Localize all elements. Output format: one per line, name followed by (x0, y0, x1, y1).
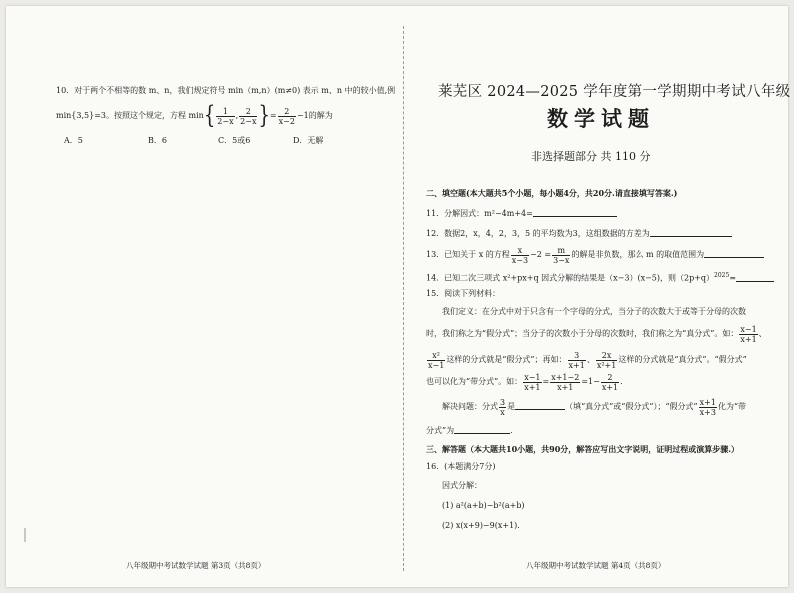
q13: 13．已知关于 x 的方程 $\frac{x}{x-3}$ −2 = $\frac{m}{3-x}$ 的解是非负数，那么 m 的取值范围为 (426, 244, 764, 266)
header-title: 莱芜区 2024—2025 学年度第一学期期中考试八年级 (438, 84, 791, 100)
q15-expr1: $\frac{x-1}{x+1}$ (524, 372, 541, 392)
q10-option-d: D．无解 (293, 136, 324, 145)
scan-mark (24, 528, 26, 542)
part3-heading: 三、解答题（本大题共10小题，共90分，解答应写出文字说明，证明过程或演算步骤.） (426, 444, 740, 454)
q16-part1: (1) a²(a+b)−b²(a+b) (442, 501, 525, 510)
q15-frac-a: $\frac{x-1}{x+1}$ (740, 324, 757, 344)
q14: 14．已知二次三项式 x²+px+q 因式分解的结果是（x−3）(x−5)，则$(2p+q)^{2025}=$ (426, 271, 774, 284)
right-footer: 八年级期中考试数学试题 第4页（共8页） (526, 561, 666, 570)
part2-heading: 二、填空题(本大题共5个小题，每小题4分，共20分.请直接填写答案.) (426, 188, 678, 198)
q15-expr2: $\frac{x+1-2}{x+1}$ (551, 372, 580, 392)
q15-para1: 我们定义：在分式中对于只含有一个字母的分式，当分子的次数大于或等于分母的次数 (442, 307, 746, 316)
q13-frac2: $\frac{m}{3-x}$ (553, 245, 570, 265)
left-brace-icon: { (203, 101, 216, 130)
q10-frac1: $\frac{1}{2-x}$ (217, 106, 234, 126)
exam-sheet (6, 6, 791, 587)
q10-line1: 10．对于两个不相等的数 m、n，我们规定符号 min（m,n）(m≠0) 表示 m、n 中的较小值,例 (56, 86, 396, 95)
q15-question-frac1: $\frac{3}{x}$ (500, 397, 506, 417)
q15-para3: $\frac{\text{x²}}{x-1}$ 这样的分式就是“假分式”；再如： $\frac{3}{x+1}$ 、 $\frac{2x}{\text{x²+1}}$ 这样的分式就是“真分式”。“假分式” (428, 350, 747, 370)
q15-para4: 也可以化为“带分式”。如： $\frac{x-1}{x+1}$ = $\frac{x+1-2}{x+1}$ =1− $\frac{2}{x+1}$ ． (426, 372, 629, 392)
q12: 12．数据2，x，4，2，3，5 的平均数为3，这组数据的方差为 (426, 228, 732, 239)
q13-frac1: $\frac{x}{x-3}$ (511, 245, 529, 265)
q10-option-b: B．6 (148, 136, 167, 145)
q15-intro: 15．阅读下列材料： (426, 289, 501, 298)
q10-option-c: C．5或6 (218, 136, 251, 145)
q15-question: 解决问题：分式 $\frac{3}{x}$ 是 （填“真分式”或“假分式”）；“假分式” $\frac{x+1}{x+3}$ 化为“带 (442, 397, 747, 417)
q11: 11．分解因式：m²−4m+4= (426, 208, 617, 219)
section-title: 非选择题部分 共 110 分 (531, 150, 651, 163)
q13-answer-blank (704, 249, 764, 258)
q12-answer-blank (650, 228, 732, 237)
q15-question-frac2: $\frac{x+1}{x+3}$ (699, 397, 716, 417)
q15-frac-d: $\frac{2x}{\text{x²+1}}$ (596, 350, 617, 370)
q15-answer-blank-2 (454, 425, 510, 434)
q15-frac-c: $\frac{3}{x+1}$ (568, 350, 585, 370)
q10-line2-end: 的解为 (308, 111, 333, 120)
q16-subtitle: 因式分解： (442, 481, 482, 490)
q15-answer-blank-1 (515, 401, 565, 410)
q16-part2: (2) x(x+9)−9(x+1)． (442, 521, 526, 530)
exam-title: 数学试题 (547, 106, 655, 131)
right-brace-icon: } (258, 101, 270, 130)
q10-line2-start: min{3,5}=3。按照这个规定，方程 min (56, 111, 204, 120)
q16-title: 16．(本题满分7分) (426, 462, 496, 471)
left-footer: 八年级期中考试数学试题 第3页（共8页） (126, 561, 266, 570)
q10-option-a: A．5 (64, 136, 83, 145)
q10-line2: min{3,5}=3。按照这个规定，方程 min{ $\frac{1}{2-x}$ , $\frac{2}{2-x}$ }= $\frac{2}{x-2}$ −1的解为 (56, 101, 333, 130)
q10-frac3: $\frac{2}{x-2}$ (278, 106, 295, 126)
q10-frac2: $\frac{2}{2-x}$ (240, 106, 257, 126)
q14-answer-blank (736, 273, 774, 282)
q15-para2: 时，我们称之为“假分式”；当分子的次数小于分母的次数时，我们称之为“真分式”。如： $\frac{x-1}{x+1}$ 、 (426, 324, 767, 344)
q15-expr3: $\frac{2}{x+1}$ (601, 372, 619, 392)
q11-answer-blank (533, 208, 617, 217)
q15-question-end: 分式”为 ． (426, 426, 519, 435)
page-divider (403, 26, 404, 571)
q15-frac-b: $\frac{\text{x²}}{x-1}$ (428, 350, 445, 370)
